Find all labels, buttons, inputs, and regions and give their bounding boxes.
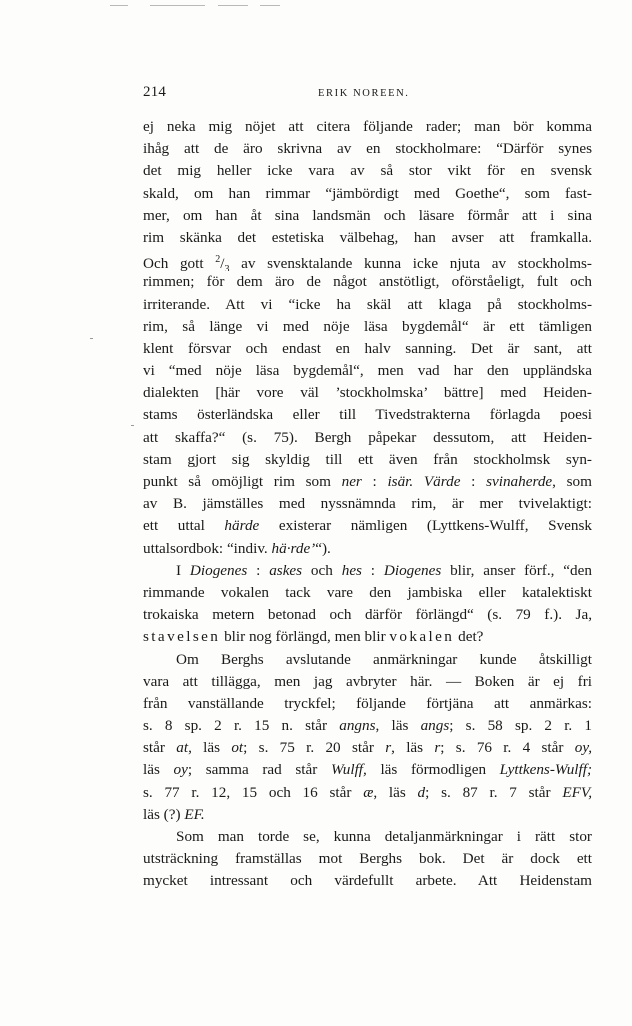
text-segment: ; samma rad står [187, 761, 331, 779]
italic-word: askes [269, 561, 303, 579]
italic-word: æ [363, 783, 374, 801]
text-segment: : [247, 561, 270, 579]
text-line: rim skänka det estetiska välbehag, han avser att framkalla. [143, 228, 592, 246]
text-segment: , som [552, 473, 592, 490]
text-segment: läs [143, 761, 174, 779]
text-segment: s. 8 sp. 2 r. 15 n. står [143, 717, 340, 735]
text-line: att skaffa?“ (s. 75). Bergh påpekar dessutom, att Heiden- [143, 428, 592, 446]
text-segment: uttalsordbok: “indiv. [143, 539, 272, 557]
italic-word: angns [339, 717, 376, 735]
italic-word: ot [231, 739, 244, 757]
text-line [143, 249, 592, 271]
text-line [143, 515, 592, 537]
text-line: vara att tillägga, men jag avbryter här. — Boken är ej fri [143, 672, 592, 690]
text-segment: punkt så omöjligt rim som [143, 473, 342, 490]
text-line: dialekten [här vore väl ’stockholmska’ bättre] med Heiden- [143, 384, 592, 402]
text-line: Som man torde se, kunna detaljanmärkningar i rätt stor [176, 828, 592, 845]
fraction-denominator: 3 [224, 264, 230, 272]
text-segment: ett uttal [143, 517, 225, 535]
running-head: ERIK NOREEN. [318, 88, 410, 99]
italic-word: angs [420, 717, 450, 735]
italic-word: Wulff, [330, 761, 367, 779]
text-segment: ; s. 58 sp. 2 r. 1 [449, 717, 592, 735]
text-segment [413, 473, 424, 490]
italic-word: EFV, [562, 783, 592, 801]
text-line: mer, om han åt sina landsmän och läsare förmår att i sina [143, 206, 592, 224]
margin-mark [90, 338, 93, 339]
text-line: vi “med nöje läsa bygdemål“, men vad har den uppländska [143, 362, 592, 380]
text-line: utsträckning framställas mot Berghs bok. Det är dock ett [143, 850, 592, 868]
text-segment: ; s. 75 r. 20 står [243, 739, 386, 757]
fraction-numerator: 2 [215, 254, 221, 266]
text-line: Om Berghs avslutande anmärkningar kunde åtskilligt [176, 650, 592, 668]
italic-word: r [434, 739, 441, 757]
text-segment: , läs [391, 739, 435, 757]
text-line [143, 560, 592, 582]
text-line: mycket intressant och värdefullt arbete. Att Heidenstam [143, 872, 592, 890]
italic-word: Lyttkens-Wulff; [499, 761, 592, 779]
text-segment: s. 77 r. 12, 15 och 16 står [143, 783, 364, 801]
text-line: skald, om han rimmar “jämbördigt med Goethe“, som fast- [143, 184, 592, 202]
italic-word: Värde [423, 473, 461, 490]
text-line: rimmen; för dem äro de något anstötligt, oförståeligt, fult och [143, 273, 592, 291]
text-line: av B. jämställes med nyssnämnda rim, är mer tvivelaktigt: [143, 495, 592, 513]
text-line: det mig heller icke vara av så stor vikt för en svensk [143, 162, 592, 180]
italic-word: ner [341, 473, 362, 490]
text-segment: : [460, 473, 487, 490]
text-segment: Och gott [143, 255, 216, 272]
fraction-slash: / [220, 255, 225, 272]
text-segment: : [361, 561, 384, 579]
text-segment: blir nog förlängd, men blir [220, 628, 390, 646]
text-line [143, 471, 592, 493]
text-line: trokaiska metern betonad och därför förlängd“ (s. 79 f.). Ja, [143, 606, 592, 624]
text-segment: : [361, 473, 388, 490]
text-segment: “). [315, 539, 331, 557]
italic-word: svinaherde [486, 473, 553, 490]
text-line: ihåg att de äro skrivna av en stockholmare: “Därför synes [143, 140, 592, 158]
text-line: irriterande. Att vi “icke ha skäl att klaga på stockholms- [143, 295, 592, 313]
margin-mark [131, 425, 134, 426]
spaced-word: stavelsen [143, 628, 221, 646]
italic-word: hä·rde’ [271, 539, 316, 557]
text-segment: läs förmodligen [366, 761, 500, 779]
text-line: från vanställande tryckfel; följande förtjäna att anmärkas: [143, 694, 592, 712]
text-segment: av svensktalande kunna icke njuta av stockholms- [229, 255, 592, 272]
text-segment: , läs [373, 783, 418, 801]
italic-word: r [385, 739, 392, 757]
italic-word: d [417, 783, 426, 801]
text-segment: I [176, 561, 190, 579]
text-line [143, 759, 592, 781]
italic-word: Diogenes [189, 561, 248, 579]
text-line [143, 538, 592, 560]
text-segment: läs (?) [143, 805, 185, 823]
italic-word: härde [224, 517, 260, 535]
italic-word: Diogenes [383, 561, 442, 579]
text-line: stams österländska eller till Tivedstrakterna förlagda poesi [143, 406, 592, 424]
italic-word: oy [173, 761, 188, 779]
text-line: rimmande vokalen tack vare den jambiska eller katalektiskt [143, 583, 592, 601]
text-line [143, 782, 592, 804]
text-segment: , läs [188, 739, 232, 757]
text-segment: ; s. 76 r. 4 står [440, 739, 575, 757]
italic-word: EF. [184, 805, 205, 823]
text-line: ej neka mig nöjet att citera följande rader; man bör komma [143, 118, 592, 135]
text-segment: existerar nämligen (Lyttkens-Wulff, Svensk [259, 517, 592, 535]
text-segment: , läs [375, 717, 421, 735]
text-line: stam gjort sig skyldig till ett även från stockholmsk syn- [143, 450, 592, 468]
text-line [143, 737, 592, 759]
text-segment: och [302, 561, 342, 579]
scan-artifact [110, 2, 280, 8]
italic-word: isär. [387, 473, 414, 490]
text-line: klent försvar och endast en halv sanning. Det är sant, att [143, 339, 592, 357]
italic-word: oy, [574, 739, 592, 757]
text-line: rim, så länge vi med nöje läsa bygdemål“ är ett tämligen [143, 317, 592, 335]
body-text [143, 116, 592, 893]
text-line [143, 715, 592, 737]
page-header [143, 84, 592, 106]
text-segment: står [143, 739, 177, 757]
text-line [143, 804, 592, 826]
text-segment: ; s. 87 r. 7 står [425, 783, 563, 801]
italic-word: at [176, 739, 189, 757]
page-number: 214 [143, 84, 167, 100]
text-segment: det? [454, 628, 484, 646]
spaced-word: vokalen [389, 628, 455, 646]
text-segment: blir, anser förf., “den [441, 561, 592, 579]
text-line [143, 626, 592, 648]
italic-word: hes [341, 561, 362, 579]
